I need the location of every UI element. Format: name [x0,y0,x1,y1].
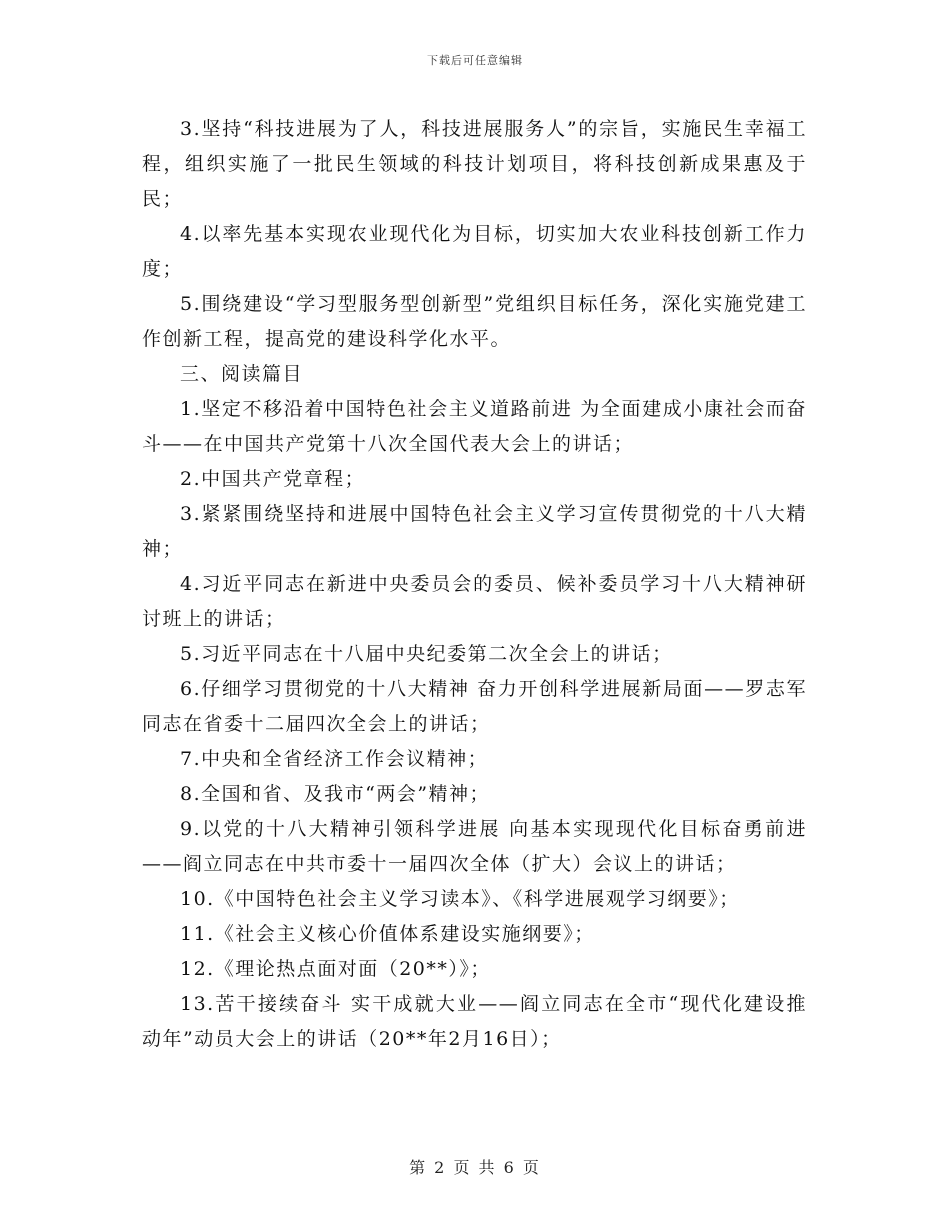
paragraph-item-3-livelihood: 3.坚持“科技进展为了人，科技进展服务人”的宗旨，实施民生幸福工程，组织实施了一批民生领域的科技计划项目，将科技创新成果惠及于民； [142,118,807,210]
reading-item-12: 12.《理论热点面对面（20**）》； [180,958,491,980]
page-number-footer: 第 2 页 共 6 页 [409,1158,541,1177]
section-heading-reading-list: 三、阅读篇目 [180,363,304,385]
reading-item-6: 6.仔细学习贯彻党的十八大精神 奋力开创科学进展新局面——罗志军同志在省委十二届四次全会上的讲话； [142,678,807,735]
reading-item-13: 13.苦干接续奋斗 实干成就大业——阎立同志在全市“现代化建设推动年”动员大会上的讲话（20**年2月16日）； [142,993,807,1050]
reading-item-2: 2.中国共产党章程； [180,468,366,490]
reading-item-3: 3.紧紧围绕坚持和进展中国特色社会主义学习宣传贯彻党的十八大精神； [142,503,807,560]
paragraph-item-4-agriculture: 4.以率先基本实现农业现代化为目标，切实加大农业科技创新工作力度； [142,223,807,280]
paragraph-item-5-party-building: 5.围绕建设“学习型服务型创新型”党组织目标任务，深化实施党建工作创新工程，提高党的建设科学化水平。 [142,293,807,350]
reading-item-1: 1.坚定不移沿着中国特色社会主义道路前进 为全面建成小康社会而奋斗——在中国共产党第十八次全国代表大会上的讲话； [142,398,807,455]
reading-item-11: 11.《社会主义核心价值体系建设实施纲要》； [180,923,595,945]
reading-item-8: 8.全国和省、及我市“两会”精神； [180,783,491,805]
reading-item-4: 4.习近平同志在新进中央委员会的委员、候补委员学习十八大精神研讨班上的讲话； [142,573,807,630]
reading-item-5: 5.习近平同志在十八届中央纪委第二次全会上的讲话； [180,643,673,665]
page-header: 下载后可任意编辑 [427,54,523,67]
reading-item-9: 9.以党的十八大精神引领科学进展 向基本实现现代化目标奋勇前进——阎立同志在中共市委十一届四次全体（扩大）会议上的讲话； [142,818,807,875]
document-body [142,112,807,1057]
reading-item-10: 10.《中国特色社会主义学习读本》、《科学进展观学习纲要》； [180,888,740,910]
reading-item-7: 7.中央和全省经济工作会议精神； [180,748,489,770]
